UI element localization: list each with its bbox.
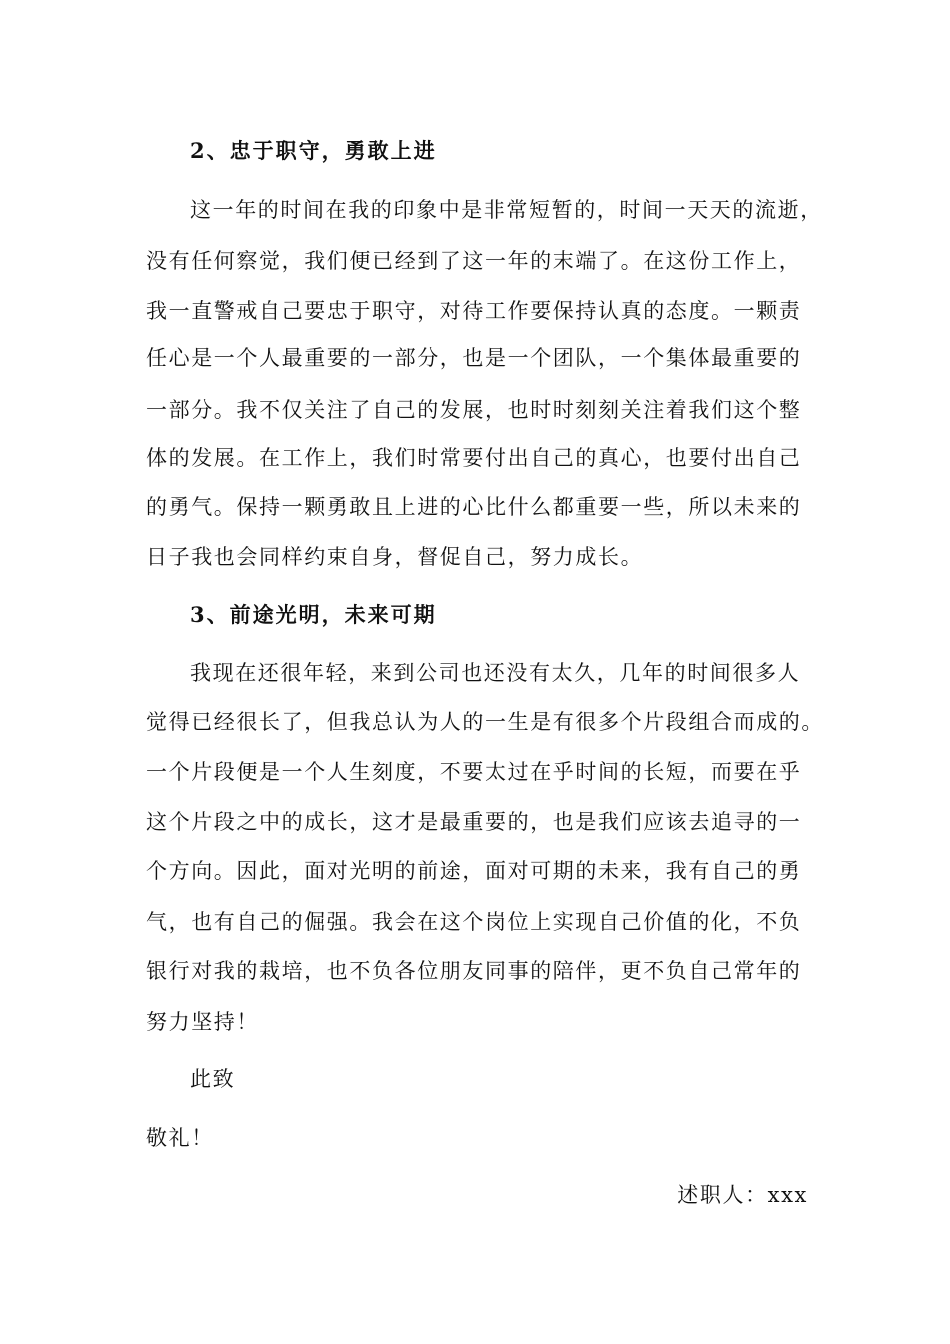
section-3-line: 觉得已经很长了，但我总认为人的一生是有很多个片段组合而成的。 [146, 710, 824, 734]
section-2-line: 我一直警戒自己要忠于职守，对待工作要保持认真的态度。一颗责 [146, 299, 802, 323]
section-3-line: 气，也有自己的倔强。我会在这个岗位上实现自己价值的化，不负 [146, 910, 802, 934]
section-3-line: 这个片段之中的成长，这才是最重要的，也是我们应该去追寻的一 [146, 810, 802, 834]
section-2-heading: 2、忠于职守，勇敢上进 [190, 138, 437, 163]
section-2-line: 日子我也会同样约束自身，督促自己，努力成长。 [146, 545, 644, 569]
section-3-line: 努力坚持！ [146, 1010, 259, 1034]
closing-regards: 敬礼！ [146, 1126, 214, 1150]
closing-salutation: 此致 [190, 1067, 236, 1091]
section-2-line: 的勇气。保持一颗勇敢且上进的心比什么都重要一些，所以未来的 [146, 495, 802, 519]
section-3-line: 我现在还很年轻，来到公司也还没有太久，几年的时间很多人 [190, 661, 801, 685]
signature: 述职人：xxx [677, 1183, 808, 1207]
section-3-line: 个方向。因此，面对光明的前途，面对可期的未来，我有自己的勇 [146, 859, 802, 883]
section-2-line: 体的发展。在工作上，我们时常要付出自己的真心，也要付出自己 [146, 446, 802, 470]
section-2-line: 没有任何察觉，我们便已经到了这一年的末端了。在这份工作上， [146, 249, 802, 273]
section-2-line: 这一年的时间在我的印象中是非常短暂的，时间一天天的流逝， [190, 198, 823, 222]
section-2-line: 任心是一个人最重要的一部分，也是一个团队，一个集体最重要的 [146, 346, 802, 370]
section-3-line: 银行对我的栽培，也不负各位朋友同事的陪伴，更不负自己常年的 [146, 959, 802, 983]
section-2-line: 一部分。我不仅关注了自己的发展，也时时刻刻关注着我们这个整 [146, 398, 802, 422]
section-3-line: 一个片段便是一个人生刻度，不要太过在乎时间的长短，而要在乎 [146, 760, 802, 784]
section-3-heading: 3、前途光明，未来可期 [190, 602, 437, 627]
